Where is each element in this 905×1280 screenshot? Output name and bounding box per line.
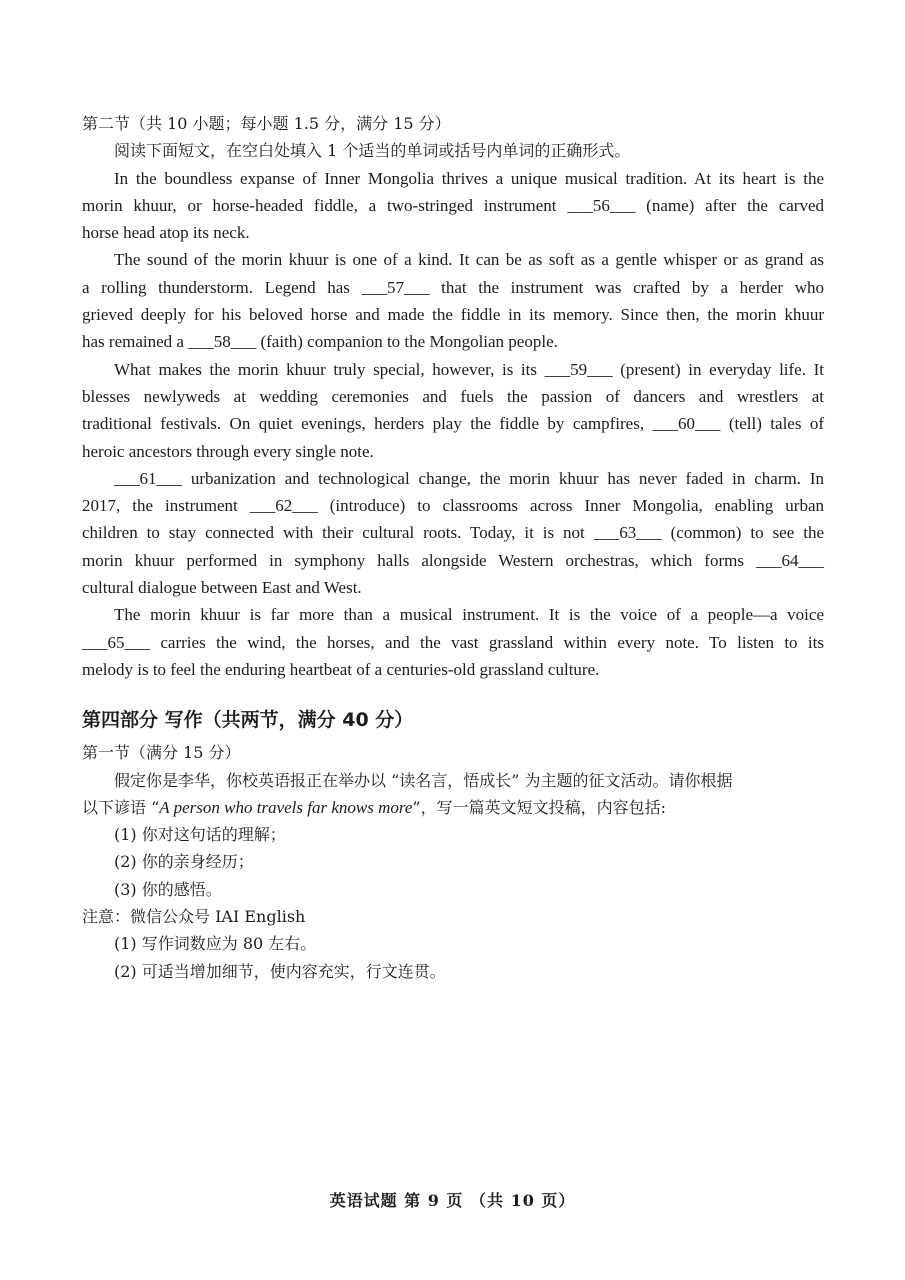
prompt-text: ”，写一篇英文短文投稿，内容包括: <box>412 797 666 817</box>
passage-line: The morin khuur is far more than a musical instrument. It is the voice of a people—a voice <box>114 605 824 625</box>
content-item: (3) 你的感悟。 <box>114 879 222 899</box>
passage-line: The sound of the morin khuur is one of a kind. It can be as soft as a gentle whisper or as grand as <box>114 250 824 270</box>
passage <box>82 165 824 684</box>
part4-subsection-title: 第一节（满分 15 分） <box>82 743 241 763</box>
note-item: (2) 可适当增加细节，使内容充实，行文连贯。 <box>114 961 446 981</box>
passage-line: a rolling thunderstorm. Legend has ___57___ that the instrument was crafted by a herder who <box>82 277 824 297</box>
passage-line: What makes the morin khuur truly special, however, is its ___59___ (present) in everyday life. It <box>114 359 824 379</box>
proverb-quote: A person who travels far knows more <box>159 797 413 817</box>
passage-line: grieved deeply for his beloved horse and made the fiddle in its memory. Since then, the morin khuur <box>82 305 824 325</box>
content-item: (1) 你对这句话的理解； <box>114 825 286 845</box>
passage-line: ___65___ carries the wind, the horses, and the vast grassland within every note. To listen to its <box>82 632 824 652</box>
passage-line: traditional festivals. On quiet evenings, herders play the fiddle by campfires, ___60___ (tell) tales of <box>82 414 824 434</box>
section2-instruction: 阅读下面短文，在空白处填入 1 个适当的单词或括号内单词的正确形式。 <box>114 141 631 161</box>
prompt-text: 以下谚语 “ <box>82 797 160 817</box>
passage-line: horse head atop its neck. <box>82 223 250 243</box>
exam-page <box>82 110 824 985</box>
part4-heading: 第四部分 写作（共两节，满分 40 分） <box>82 709 414 732</box>
passage-line: ___61___ urbanization and technological change, the morin khuur has never faded in charm. In <box>114 468 824 488</box>
page-footer: 英语试题 第 9 页 （共 10 页） <box>329 1191 576 1210</box>
passage-line: has remained a ___58___ (faith) companion to the Mongolian people. <box>82 332 558 352</box>
note-item: (1) 写作词数应为 80 左右。 <box>114 934 317 954</box>
content-item: (2) 你的亲身经历； <box>114 852 254 872</box>
passage-line: cultural dialogue between East and West. <box>82 578 362 598</box>
passage-line: children to stay connected with their cultural roots. Today, it is not ___63___ (common) to see the <box>82 523 824 543</box>
section2-title: 第二节（共 10 小题；每小题 1.5 分，满分 15 分） <box>82 114 451 133</box>
passage-line: blesses newlyweds at wedding ceremonies and fuels the passion of dancers and wrestlers at <box>82 386 824 406</box>
note-title: 注意：微信公众号 IAI English <box>82 907 306 927</box>
passage-line: In the boundless expanse of Inner Mongolia thrives a unique musical tradition. At its heart is the <box>114 168 824 188</box>
passage-line: heroic ancestors through every single note. <box>82 441 374 461</box>
passage-line: morin khuur performed in symphony halls alongside Western orchestras, which forms ___64___ <box>82 550 824 570</box>
writing-prompt-line <box>82 794 824 821</box>
passage-line: morin khuur, or horse-headed fiddle, a two-stringed instrument ___56___ (name) after the carved <box>82 195 824 215</box>
passage-line: melody is to feel the enduring heartbeat of a centuries-old grassland culture. <box>82 659 600 679</box>
writing-prompt-line: 假定你是李华，你校英语报正在举办以 “读名言，悟成长” 为主题的征文活动。请你根据 <box>114 770 733 790</box>
passage-line: 2017, the instrument ___62___ (introduce) to classrooms across Inner Mongolia, enabling urban <box>82 496 824 516</box>
